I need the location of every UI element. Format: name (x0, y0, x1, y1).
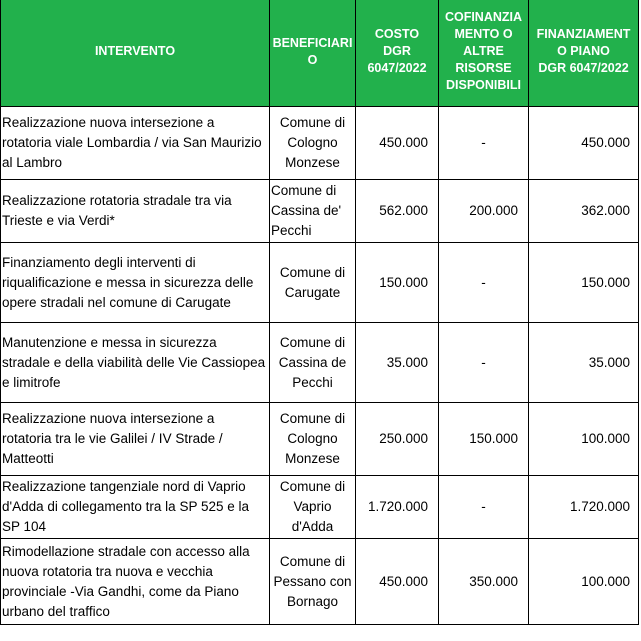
table-row (1, 243, 639, 323)
cell-cofinanziamento: - (439, 243, 529, 323)
table-row (1, 539, 639, 625)
cell-finanziamento: 100.000 (529, 403, 639, 476)
table-row (1, 107, 639, 180)
cell-costo: 35.000 (356, 323, 439, 403)
cell-beneficiario: Comune di Cassina de' Pecchi (270, 180, 356, 243)
header-beneficiario: BENEFICIARI O (270, 0, 356, 107)
cell-beneficiario: Comune di Pessano con Bornago (270, 539, 356, 625)
table-row (1, 180, 639, 243)
header-intervento: INTERVENTO (1, 0, 270, 107)
cell-intervento: Rimodellazione stradale con accesso alla nuova rotatoria tra nuova e vecchia provinciale -Via Gandhi, come da Piano urbano del traffico (1, 539, 270, 625)
cell-finanziamento: 100.000 (529, 539, 639, 625)
cell-intervento: Realizzazione nuova intersezione a rotatoria tra le vie Galilei / IV Strade / Matteotti (1, 403, 270, 476)
cell-cofinanziamento: 150.000 (439, 403, 529, 476)
header-costo: COSTO DGR 6047/2022 (356, 0, 439, 107)
table-row (1, 403, 639, 476)
cell-costo: 562.000 (356, 180, 439, 243)
cell-finanziamento: 150.000 (529, 243, 639, 323)
cell-intervento: Realizzazione nuova intersezione a rotatoria viale Lombardia / via San Maurizio al Lambro (1, 107, 270, 180)
cell-intervento: Realizzazione tangenziale nord di Vaprio d'Adda di collegamento tra la SP 525 e la SP 104 (1, 476, 270, 539)
header-cofinanziamento: COFINANZIA MENTO O ALTRE RISORSE DISPONIBILI (439, 0, 529, 107)
table-row (1, 323, 639, 403)
table-row (1, 476, 639, 539)
cell-finanziamento: 450.000 (529, 107, 639, 180)
cell-intervento: Finanziamento degli interventi di riqualificazione e messa in sicurezza delle opere stradali nel comune di Carugate (1, 243, 270, 323)
cell-beneficiario: Comune di Cologno Monzese (270, 403, 356, 476)
cell-intervento: Realizzazione rotatoria stradale tra via Trieste e via Verdi* (1, 180, 270, 243)
cell-cofinanziamento: - (439, 476, 529, 539)
cell-cofinanziamento: 200.000 (439, 180, 529, 243)
cell-intervento: Manutenzione e messa in sicurezza stradale e della viabilità delle Vie Cassiopea e limitrofe (1, 323, 270, 403)
cell-beneficiario: Comune di Cassina de Pecchi (270, 323, 356, 403)
cell-costo: 150.000 (356, 243, 439, 323)
cell-costo: 1.720.000 (356, 476, 439, 539)
cell-cofinanziamento: - (439, 107, 529, 180)
cell-cofinanziamento: - (439, 323, 529, 403)
cell-finanziamento: 362.000 (529, 180, 639, 243)
cell-cofinanziamento: 350.000 (439, 539, 529, 625)
cell-beneficiario: Comune di Cologno Monzese (270, 107, 356, 180)
cell-finanziamento: 1.720.000 (529, 476, 639, 539)
cell-costo: 450.000 (356, 539, 439, 625)
cell-costo: 250.000 (356, 403, 439, 476)
cell-costo: 450.000 (356, 107, 439, 180)
cell-beneficiario: Comune di Vaprio d'Adda (270, 476, 356, 539)
cell-beneficiario: Comune di Carugate (270, 243, 356, 323)
table-header-row (1, 0, 639, 107)
cell-finanziamento: 35.000 (529, 323, 639, 403)
header-finanziamento: FINANZIAMENT O PIANO DGR 6047/2022 (529, 0, 639, 107)
